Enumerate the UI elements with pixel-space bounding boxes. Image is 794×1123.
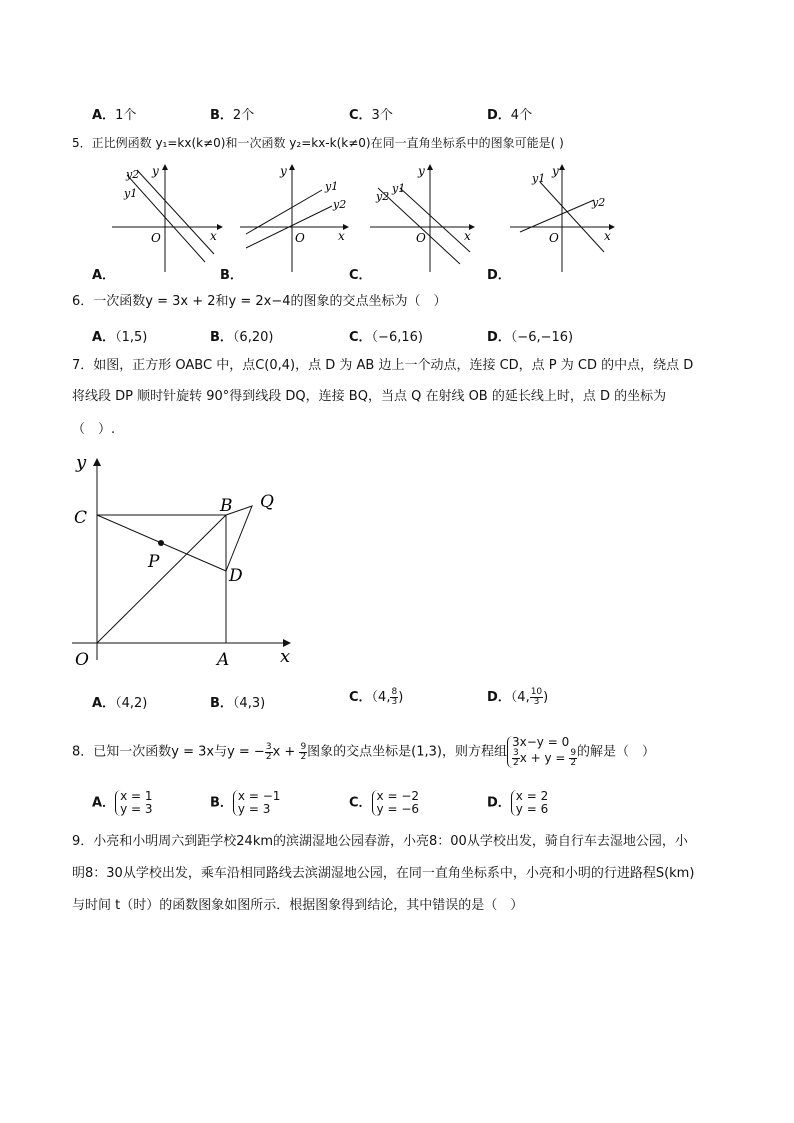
axis-label-y: y xyxy=(280,164,287,178)
option-text: 3个 xyxy=(371,108,393,123)
option-label: B． xyxy=(210,330,233,345)
q6-option-c[interactable] xyxy=(349,326,423,345)
q7-option-b[interactable] xyxy=(210,692,265,711)
equation-system: x = 2 y = 6 xyxy=(511,790,548,816)
fraction: $\frac{3}{2}$ xyxy=(265,741,272,762)
option-text: （6,20) xyxy=(232,330,274,345)
q6-stem: 6．一次函数y = 3x + 2和y = 2x−4的图象的交点坐标为（ ） xyxy=(72,294,447,309)
q7-line3: （ ）. xyxy=(72,422,116,437)
option-label: C． xyxy=(349,690,372,705)
q4-option-c[interactable] xyxy=(349,104,393,123)
axis-label-x: x xyxy=(464,229,471,243)
line-label-y1: y1 xyxy=(124,187,138,200)
fraction: $\frac{3}{2}$ xyxy=(513,748,519,768)
option-label: C． xyxy=(349,108,372,123)
option-text: 4个 xyxy=(510,108,533,123)
axis-label-x: x xyxy=(338,229,345,243)
q5-option-a[interactable]: A． xyxy=(92,268,116,283)
axis-label-x: x xyxy=(604,229,611,243)
q9-line3: 与时间 t（时）的函数图象如图所示．根据图象得到结论，其中错误的是（ ） xyxy=(72,898,524,913)
option-text: （4, xyxy=(371,690,391,705)
option-label: D． xyxy=(487,330,511,345)
q7-line1: 7．如图，正方形 OABC 中，点C(0,4)，点 D 为 AB 边上一个动点，连接 CD，点 P 为 CD 的中点，绕点 D xyxy=(72,358,694,373)
option-label: B． xyxy=(210,108,233,123)
fraction: $\frac{9}{2}$ xyxy=(300,741,307,762)
option-text: （−6,−16) xyxy=(510,330,574,345)
graph-b[interactable] xyxy=(240,164,348,272)
fig-label-x: x xyxy=(280,646,291,667)
q5-option-b[interactable]: B． xyxy=(220,268,243,283)
line-label-y1: y1 xyxy=(532,172,546,185)
axis-label-x: x xyxy=(210,229,217,243)
q6-option-d[interactable] xyxy=(487,326,573,345)
option-text: 1个 xyxy=(115,108,137,123)
option-label: A． xyxy=(92,696,116,711)
q9-line2: 明8：30从学校出发，乘车沿相同路线去滨湖湿地公园，在同一直角坐标系中，小亮和小明的行进路程S(km) xyxy=(72,866,695,881)
q5-stem: 5．正比例函数 y₁=kx(k≠0)和一次函数 y₂=kx-k(k≠0)在同一直角坐标系中的图象可能是( ) xyxy=(72,136,564,150)
fraction: $\frac{10}{3}$ xyxy=(530,687,543,707)
q8-stem: 8．已知一次函数y = 3x与y = − $\frac{3}{2}$ x + $\frac{9}{2}$ 图象的交点坐标是(1,3)，则方程组 3x−y = 0 $\frac{3}{2}$ x + y = $\frac{9}{2}$ 的解是（ ） xyxy=(72,735,656,768)
origin-label: O xyxy=(295,231,305,245)
q8-option-d[interactable] xyxy=(487,790,548,816)
option-label: B． xyxy=(210,696,233,711)
option-label: D． xyxy=(487,690,511,705)
origin-label: O xyxy=(549,231,559,245)
option-label: C． xyxy=(349,330,372,345)
option-text: （4, xyxy=(510,690,530,705)
fig-label-p: P xyxy=(148,552,160,572)
fraction: $\frac{8}{3}$ xyxy=(391,687,398,707)
q6-option-a[interactable] xyxy=(92,326,147,345)
q7-option-c[interactable]: C．（4, $\frac{8}{3}$ ) xyxy=(349,687,404,707)
option-text: （−6,16) xyxy=(371,330,423,345)
option-text: （4,3) xyxy=(232,696,266,711)
option-text: （1,5) xyxy=(115,330,148,345)
fig-label-d: D xyxy=(229,566,243,586)
q7-line2: 将线段 DP 顺时针旋转 90°得到线段 DQ，连接 BQ，当点 Q 在射线 OB 的延长线上时，点 D 的坐标为 xyxy=(72,389,667,404)
fig-label-o: O xyxy=(75,650,89,670)
graph-d[interactable] xyxy=(510,164,614,272)
q8-option-a[interactable] xyxy=(92,790,152,816)
fig-label-b: B xyxy=(220,496,233,516)
q5-graphs xyxy=(0,160,794,285)
line-label-y1: y1 xyxy=(325,180,339,193)
fig-label-y: y xyxy=(76,452,87,473)
q7-option-a[interactable] xyxy=(92,692,147,711)
option-label: A． xyxy=(92,795,116,811)
equation-system: x = 1 y = 3 xyxy=(115,790,152,816)
equation-system: 3x−y = 0 $\frac{3}{2}$ x + y = $\frac{9}{2}$ xyxy=(507,736,577,768)
option-label: C． xyxy=(349,795,372,811)
fig-label-a: A xyxy=(217,650,230,670)
origin-label: O xyxy=(151,231,161,245)
line-label-y2: y2 xyxy=(376,190,390,203)
graph-c[interactable] xyxy=(370,164,474,272)
q5-option-d[interactable]: D． xyxy=(487,268,511,283)
q4-option-d[interactable] xyxy=(487,104,532,123)
line-label-y1: y1 xyxy=(392,182,406,195)
axis-label-y: y xyxy=(418,164,425,178)
graph-a[interactable] xyxy=(112,164,222,272)
q7-figure xyxy=(60,445,310,675)
axis-label-y: y xyxy=(552,164,559,178)
q6-option-b[interactable] xyxy=(210,326,273,345)
option-label: A． xyxy=(92,108,116,123)
q9-line1: 9．小亮和小明周六到距学校24km的滨湖湿地公园春游，小亮8：00从学校出发，骑自行车去湿地公园，小 xyxy=(72,834,688,849)
line-label-y2: y2 xyxy=(333,198,347,211)
q5-option-c[interactable]: C． xyxy=(349,268,372,283)
option-label: B． xyxy=(210,795,233,811)
option-text: 2个 xyxy=(232,108,255,123)
q8-option-b[interactable] xyxy=(210,790,280,816)
line-label-y2: y2 xyxy=(126,168,140,181)
axis-label-y: y xyxy=(152,164,159,178)
origin-label: O xyxy=(416,231,426,245)
equation-system: x = −2 y = −6 xyxy=(372,790,419,816)
fig-label-c: C xyxy=(74,508,88,528)
option-text: （4,2) xyxy=(115,696,148,711)
fig-label-q: Q xyxy=(260,492,274,512)
fraction: $\frac{9}{2}$ xyxy=(570,748,577,768)
q8-option-c[interactable] xyxy=(349,790,419,816)
q7-option-d[interactable]: D．（4, $\frac{10}{3}$ ) xyxy=(487,687,549,707)
option-label: D． xyxy=(487,108,511,123)
equation-system: x = −1 y = 3 xyxy=(233,790,280,816)
q4-option-a[interactable] xyxy=(92,104,136,123)
line-label-y2: y2 xyxy=(592,196,606,209)
option-label: A． xyxy=(92,330,116,345)
q4-option-b[interactable] xyxy=(210,104,254,123)
option-label: D． xyxy=(487,795,511,811)
